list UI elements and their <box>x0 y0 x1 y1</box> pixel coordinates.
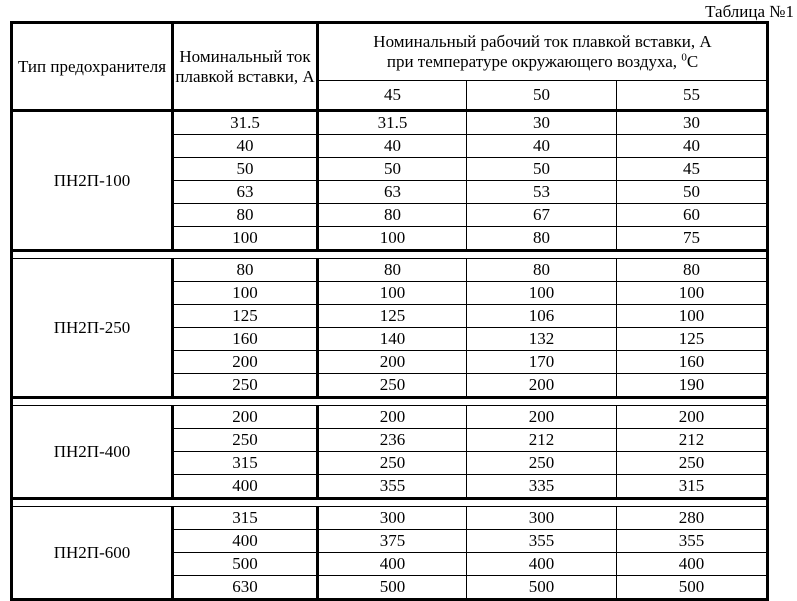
working-current-cell-45: 125 <box>318 305 467 328</box>
table-body <box>12 111 768 600</box>
working-current-cell-45: 140 <box>318 328 467 351</box>
working-current-cell-55: 80 <box>617 259 768 282</box>
column-header-type: Тип предохранителя <box>12 23 173 111</box>
working-current-cell-45: 250 <box>318 452 467 475</box>
working-current-cell-55: 200 <box>617 406 768 429</box>
working-current-cell-50: 250 <box>467 452 617 475</box>
working-current-cell-45: 200 <box>318 406 467 429</box>
nominal-current-cell: 315 <box>173 452 318 475</box>
nominal-current-cell: 250 <box>173 429 318 452</box>
working-current-cell-50: 40 <box>467 135 617 158</box>
working-current-cell-55: 400 <box>617 553 768 576</box>
working-current-cell-45: 400 <box>318 553 467 576</box>
temp-unit: C <box>686 52 699 71</box>
working-current-line1: Номинальный рабочий ток плавкой вставки, А <box>373 32 712 51</box>
nominal-current-cell: 630 <box>173 576 318 600</box>
working-current-cell-55: 212 <box>617 429 768 452</box>
fuse-type-cell: ПН2П-100 <box>12 111 173 251</box>
working-current-cell-55: 75 <box>617 227 768 251</box>
working-current-cell-45: 100 <box>318 282 467 305</box>
working-current-cell-45: 200 <box>318 351 467 374</box>
working-current-cell-55: 315 <box>617 475 768 499</box>
working-current-cell-55: 160 <box>617 351 768 374</box>
working-current-cell-55: 40 <box>617 135 768 158</box>
working-current-cell-50: 212 <box>467 429 617 452</box>
working-current-cell-50: 30 <box>467 111 617 135</box>
working-current-cell-45: 375 <box>318 530 467 553</box>
nominal-current-cell: 63 <box>173 181 318 204</box>
nominal-current-cell: 80 <box>173 204 318 227</box>
table-row <box>12 406 768 429</box>
working-current-cell-55: 125 <box>617 328 768 351</box>
working-current-cell-45: 300 <box>318 507 467 530</box>
working-current-cell-50: 355 <box>467 530 617 553</box>
working-current-cell-55: 190 <box>617 374 768 398</box>
temp-header-50: 50 <box>467 81 617 111</box>
working-current-cell-50: 500 <box>467 576 617 600</box>
working-current-cell-50: 67 <box>467 204 617 227</box>
fuse-type-cell: ПН2П-400 <box>12 406 173 499</box>
table-header <box>12 23 768 111</box>
nominal-current-cell: 500 <box>173 553 318 576</box>
nominal-current-cell: 100 <box>173 227 318 251</box>
working-current-cell-45: 80 <box>318 259 467 282</box>
working-current-cell-45: 500 <box>318 576 467 600</box>
working-current-cell-50: 200 <box>467 374 617 398</box>
working-current-cell-55: 280 <box>617 507 768 530</box>
working-current-cell-45: 250 <box>318 374 467 398</box>
working-current-cell-55: 100 <box>617 282 768 305</box>
separator-cell <box>12 499 768 507</box>
working-current-cell-45: 236 <box>318 429 467 452</box>
separator-cell <box>12 251 768 259</box>
working-current-cell-50: 100 <box>467 282 617 305</box>
working-current-cell-45: 50 <box>318 158 467 181</box>
working-current-cell-45: 40 <box>318 135 467 158</box>
nominal-current-cell: 315 <box>173 507 318 530</box>
separator-cell <box>12 398 768 406</box>
nominal-current-cell: 80 <box>173 259 318 282</box>
working-current-cell-55: 45 <box>617 158 768 181</box>
working-current-cell-50: 200 <box>467 406 617 429</box>
working-current-cell-55: 30 <box>617 111 768 135</box>
working-current-cell-50: 106 <box>467 305 617 328</box>
fuse-type-cell: ПН2П-600 <box>12 507 173 600</box>
temp-header-55: 55 <box>617 81 768 111</box>
table-caption: Таблица №1 <box>705 2 794 21</box>
nominal-current-cell: 200 <box>173 351 318 374</box>
working-current-cell-55: 500 <box>617 576 768 600</box>
nominal-current-cell: 250 <box>173 374 318 398</box>
group-separator <box>12 398 768 406</box>
working-current-cell-55: 250 <box>617 452 768 475</box>
working-current-line2: при температуре окружающего воздуха, <box>386 52 678 71</box>
nominal-current-cell: 400 <box>173 530 318 553</box>
nominal-current-cell: 40 <box>173 135 318 158</box>
working-current-cell-45: 355 <box>318 475 467 499</box>
working-current-cell-50: 132 <box>467 328 617 351</box>
nominal-current-cell: 125 <box>173 305 318 328</box>
group-separator <box>12 251 768 259</box>
table-row <box>12 507 768 530</box>
working-current-cell-50: 400 <box>467 553 617 576</box>
working-current-cell-45: 31.5 <box>318 111 467 135</box>
nominal-current-cell: 31.5 <box>173 111 318 135</box>
nominal-current-cell: 200 <box>173 406 318 429</box>
working-current-cell-50: 80 <box>467 227 617 251</box>
column-header-nominal-current: Номинальный ток плавкой вставки, А <box>173 23 318 111</box>
working-current-cell-50: 335 <box>467 475 617 499</box>
fuse-type-cell: ПН2П-250 <box>12 259 173 398</box>
column-header-working-current <box>318 23 768 81</box>
working-current-cell-50: 80 <box>467 259 617 282</box>
fuse-ratings-table <box>10 21 769 601</box>
table-row <box>12 111 768 135</box>
nominal-current-cell: 100 <box>173 282 318 305</box>
working-current-cell-55: 50 <box>617 181 768 204</box>
working-current-cell-50: 53 <box>467 181 617 204</box>
working-current-cell-50: 300 <box>467 507 617 530</box>
working-current-cell-55: 355 <box>617 530 768 553</box>
working-current-cell-55: 100 <box>617 305 768 328</box>
degree-superscript: 0 <box>681 51 687 64</box>
working-current-cell-50: 170 <box>467 351 617 374</box>
working-current-cell-45: 80 <box>318 204 467 227</box>
nominal-current-cell: 50 <box>173 158 318 181</box>
nominal-current-cell: 400 <box>173 475 318 499</box>
temp-header-45: 45 <box>318 81 467 111</box>
working-current-cell-55: 60 <box>617 204 768 227</box>
nominal-current-cell: 160 <box>173 328 318 351</box>
working-current-cell-45: 63 <box>318 181 467 204</box>
working-current-cell-45: 100 <box>318 227 467 251</box>
working-current-cell-50: 50 <box>467 158 617 181</box>
table-row <box>12 259 768 282</box>
group-separator <box>12 499 768 507</box>
